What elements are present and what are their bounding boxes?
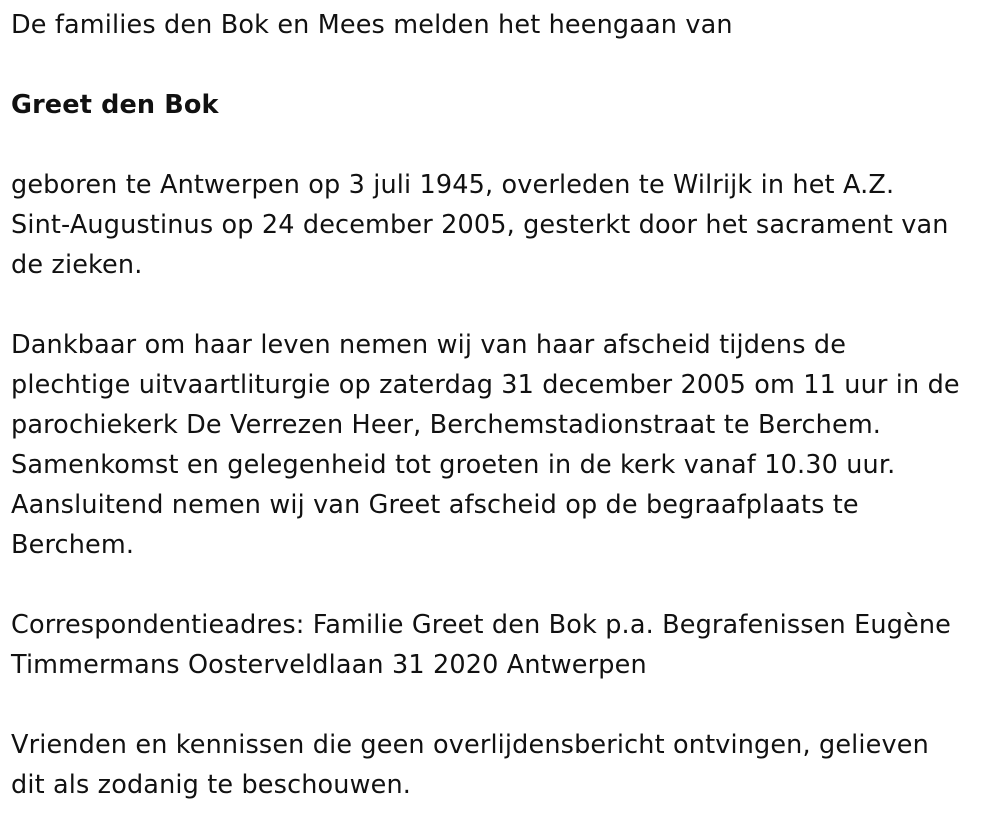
death-notice (11, 5, 991, 805)
birth-death-line: de zieken. (11, 250, 143, 280)
funeral-line: Samenkomst en gelegenheid tot groeten in de kerk vanaf 10.30 uur. (11, 450, 896, 480)
birth-death-line: Sint-Augustinus op 24 december 2005, gesterkt door het sacrament van (11, 210, 949, 240)
funeral-line: Dankbaar om haar leven nemen wij van haar afscheid tijdens de (11, 330, 847, 360)
intro-paragraph (11, 5, 991, 45)
birth-death-paragraph (11, 165, 991, 285)
address-paragraph (11, 605, 991, 685)
closing-line: Vrienden en kennissen die geen overlijdensbericht ontvingen, gelieven (11, 730, 929, 760)
funeral-line: Aansluitend nemen wij van Greet afscheid op de begraafplaats te (11, 490, 859, 520)
funeral-paragraph (11, 325, 991, 565)
address-line: Timmermans Oosterveldlaan 31 2020 Antwerpen (11, 650, 647, 680)
closing-paragraph (11, 725, 991, 805)
closing-line: dit als zodanig te beschouwen. (11, 770, 412, 800)
funeral-line: parochiekerk De Verrezen Heer, Berchemstadionstraat te Berchem. (11, 410, 882, 440)
deceased-name: Greet den Bok (11, 90, 219, 120)
funeral-line: plechtige uitvaartliturgie op zaterdag 31 december 2005 om 11 uur in de (11, 370, 960, 400)
address-line: Correspondentieadres: Familie Greet den Bok p.a. Begrafenissen Eugène (11, 610, 952, 640)
birth-death-line: geboren te Antwerpen op 3 juli 1945, overleden te Wilrijk in het A.Z. (11, 170, 895, 200)
deceased-name-paragraph (11, 85, 991, 125)
funeral-line: Berchem. (11, 530, 135, 560)
intro-text: De families den Bok en Mees melden het heengaan van (11, 10, 733, 40)
